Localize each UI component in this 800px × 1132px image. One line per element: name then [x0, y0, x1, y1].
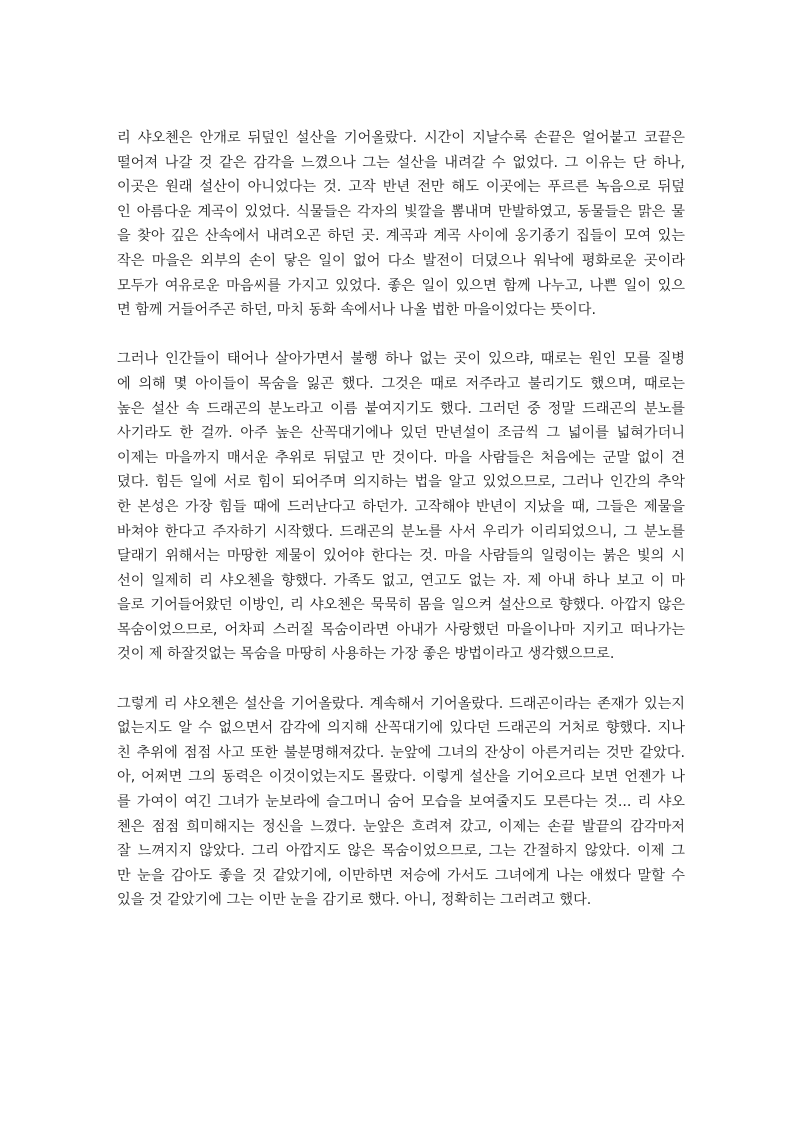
text-line: 을로 기어들어왔던 이방인, 리 샤오첸은 묵묵히 몸을 일으켜 설산으로 향했다. 아깝지 않은: [117, 597, 685, 614]
text-line: 바쳐야 한다고 주자하기 시작했다. 드래곤의 분노를 사서 우리가 이리되었으니, 그 분노를: [117, 523, 685, 540]
text-line: 첸은 점점 희미해지는 정신을 느꼈다. 눈앞은 흐려져 갔고, 이제는 손끝 발끝의 감각마저: [117, 818, 685, 835]
text-line: 것이 제 하잘것없는 목숨을 마땅히 사용하는 가장 좋은 방법이라고 생각했으므로.: [117, 646, 615, 663]
paragraph-1: [117, 126, 685, 323]
text-line: 이제는 마을까지 매서운 추위로 뒤덮고 만 것이다. 마을 사람들은 처음에는 군말 없이 견: [117, 449, 685, 466]
document-body: [117, 126, 685, 938]
text-line: 에 의해 몇 아이들이 목숨을 잃곤 했다. 그것은 때로 저주라고 불리기도 했으며, 때로는: [117, 375, 685, 392]
text-line: 뎠다. 힘든 일에 서로 힘이 되어주며 의지하는 법을 알고 있었으므로, 그러나 인간의 추악: [117, 474, 685, 491]
text-line: 을 찾아 깊은 산속에서 내려오곤 하던 곳. 계곡과 계곡 사이에 옹기종기 집들이 모여 있는: [117, 228, 685, 245]
text-line: 인 아름다운 계곡이 있었다. 식물들은 각자의 빛깔을 뽐내며 만발하였고, 동물들은 맑은 물: [117, 203, 685, 220]
text-line: 달래기 위해서는 마땅한 제물이 있어야 한다는 것. 마을 사람들의 일렁이는 붉은 빛의 시: [117, 548, 685, 565]
paragraph-3: [117, 692, 685, 913]
text-line: 있을 것 같았기에 그는 이만 눈을 감기로 했다. 아니, 정확히는 그러려고 했다.: [117, 892, 592, 909]
text-line: 모두가 여유로운 마음씨를 가지고 있었다. 좋은 일이 있으면 함께 나누고, 나쁜 일이 있으: [117, 277, 685, 294]
text-line: 그러나 인간들이 태어나 살아가면서 불행 하나 없는 곳이 있으랴, 때로는 원인 모를 질병: [117, 351, 685, 368]
text-line: 그렇게 리 샤오첸은 설산을 기어올랐다. 계속해서 기어올랐다. 드래곤이라는 존재가 있는지: [117, 695, 685, 712]
text-line: 면 함께 거들어주곤 하던, 마치 동화 속에서나 나올 법한 마을이었다는 뜻이다.: [117, 302, 596, 319]
text-line: 작은 마을은 외부의 손이 닿은 일이 없어 다소 발전이 더뎠으나 워낙에 평화로운 곳이라: [117, 252, 685, 269]
text-line: 사기라도 한 걸까. 아주 높은 산꼭대기에나 있던 만년설이 조금씩 그 넓이를 넓혀가더니: [117, 425, 685, 442]
text-line: 한 본성은 가장 힘들 때에 드러난다고 하던가. 고작해야 반년이 지났을 때, 그들은 제물을: [117, 498, 685, 515]
text-line: 아, 어쩌면 그의 동력은 이것이었는지도 몰랐다. 이렇게 설산을 기어오르다 보면 언젠가 나: [117, 769, 685, 786]
text-line: 를 가여이 여긴 그녀가 눈보라에 슬그머니 숨어 모습을 보여줄지도 모른다는 것... 리 샤오: [117, 794, 685, 811]
paragraph-2: [117, 347, 685, 667]
text-line: 선이 일제히 리 샤오첸을 향했다. 가족도 없고, 연고도 없는 자. 제 아내 하나 보고 이 마: [117, 572, 685, 589]
text-line: 리 샤오첸은 안개로 뒤덮인 설산을 기어올랐다. 시간이 지날수록 손끝은 얼어붙고 코끝은: [117, 130, 685, 146]
text-line: 없는지도 알 수 없으면서 감각에 의지해 산꼭대기에 있다던 드래곤의 거처로 향했다. 지나: [117, 720, 685, 737]
text-line: 높은 설산 속 드래곤의 분노라고 이름 붙여지기도 했다. 그러던 중 정말 드래곤의 분노를: [117, 400, 685, 417]
text-line: 만 눈을 감아도 좋을 것 같았기에, 이만하면 저승에 가서도 그녀에게 나는 애썼다 말할 수: [117, 867, 685, 884]
text-line: 이곳은 원래 설산이 아니었다는 것. 고작 반년 전만 해도 이곳에는 푸르른 녹음으로 뒤덮: [117, 179, 685, 196]
text-line: 목숨이었으므로, 어차피 스러질 목숨이라면 아내가 사랑했던 마을이나마 지키고 떠나가는: [117, 621, 685, 638]
text-line: 떨어져 나갈 것 같은 감각을 느꼈으나 그는 설산을 내려갈 수 없었다. 그 이유는 단 하나,: [117, 154, 685, 171]
text-line: 친 추위에 점점 사고 또한 불분명해져갔다. 눈앞에 그녀의 잔상이 아른거리는 것만 같았다.: [117, 744, 685, 761]
text-line: 잘 느껴지지 않았다. 그리 아깝지도 않은 목숨이었으므로, 그는 간절하지 않았다. 이제 그: [117, 843, 685, 860]
